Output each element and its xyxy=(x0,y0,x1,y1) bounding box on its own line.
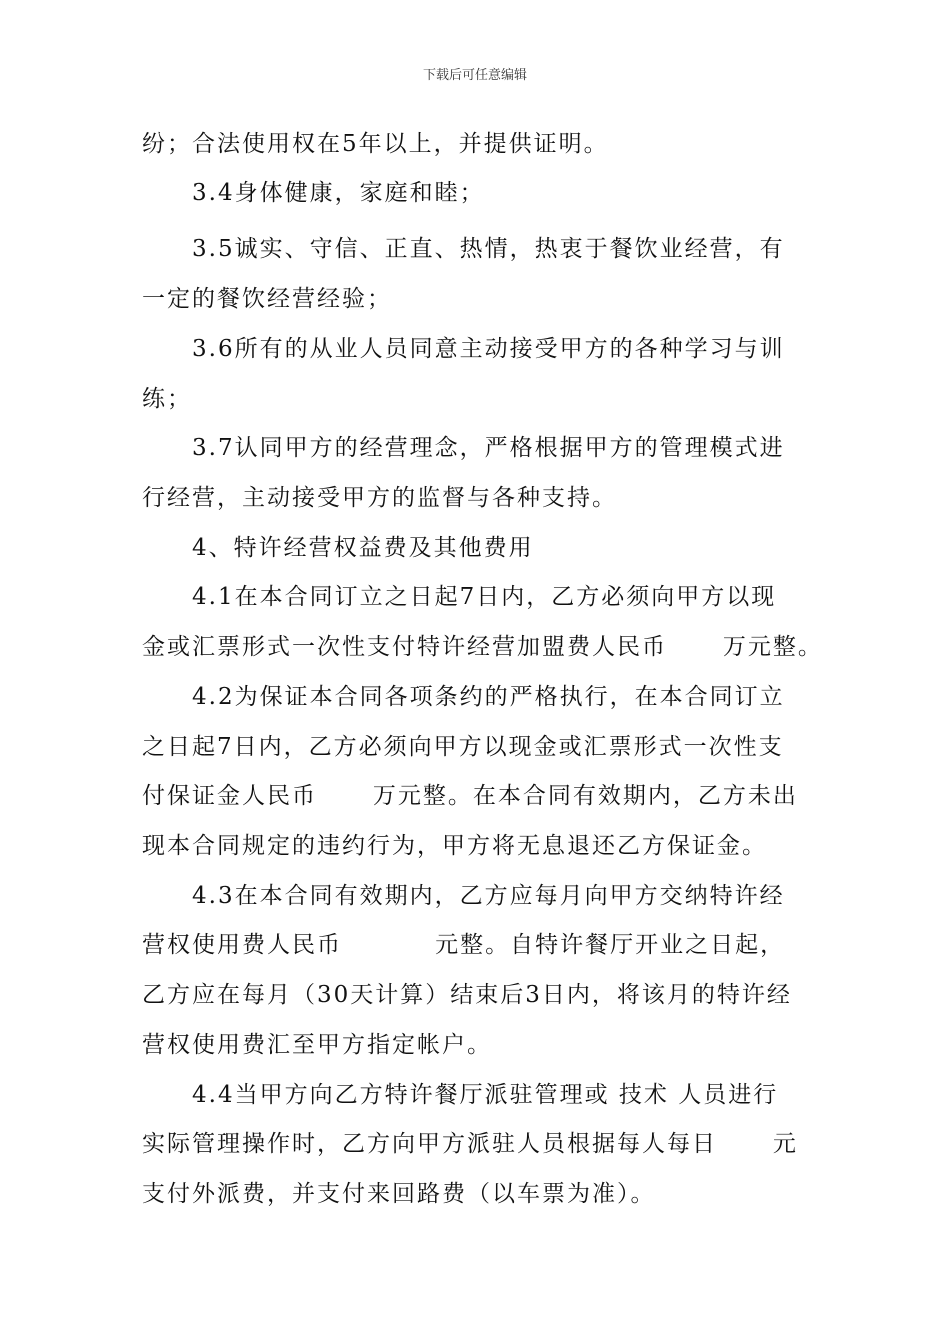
text-line: 4.3在本合同有效期内，乙方应每月向甲方交纳特许经 xyxy=(192,883,785,909)
text-line: 之日起7日内，乙方必须向甲方以现金或汇票形式一次性支 xyxy=(142,734,784,760)
text-line: 乙方应在每月（30天计算）结束后3日内，将该月的特许经 xyxy=(142,982,792,1008)
text-line: 现本合同规定的违约行为，甲方将无息退还乙方保证金。 xyxy=(142,833,767,859)
text-line: 实际管理操作时，乙方向甲方派驻人员根据每人每日 元 xyxy=(142,1131,798,1157)
text-line: 3.5诚实、守信、正直、热情，热衷于餐饮业经营，有 xyxy=(192,236,785,262)
text-line: 营权使用费汇至甲方指定帐户。 xyxy=(142,1032,492,1058)
text-line: 行经营，主动接受甲方的监督与各种支持。 xyxy=(142,485,617,511)
text-line: 4.4当甲方向乙方特许餐厅派驻管理或 技术 人员进行 xyxy=(192,1082,779,1108)
text-line: 3.7认同甲方的经营理念，严格根据甲方的管理模式进 xyxy=(192,435,785,461)
text-line: 4、特许经营权益费及其他费用 xyxy=(192,535,534,561)
text-line: 金或汇票形式一次性支付特许经营加盟费人民币 万元整。 xyxy=(142,634,823,660)
text-line: 3.4身体健康，家庭和睦； xyxy=(192,180,485,206)
text-line: 纷；合法使用权在5年以上，并提供证明。 xyxy=(142,131,609,157)
text-line: 营权使用费人民币 元整。自特许餐厅开业之日起， xyxy=(142,932,786,958)
text-line: 练； xyxy=(142,386,192,412)
text-line: 3.6所有的从业人员同意主动接受甲方的各种学习与训 xyxy=(192,336,785,362)
text-line: 4.2为保证本合同各项条约的严格执行，在本合同订立 xyxy=(192,684,785,710)
text-line: 4.1在本合同订立之日起7日内，乙方必须向甲方以现 xyxy=(192,584,777,610)
text-line: 一定的餐饮经营经验； xyxy=(142,286,392,312)
page-header: 下载后可任意编辑 xyxy=(422,68,527,83)
text-line: 付保证金人民币 万元整。在本合同有效期内，乙方未出 xyxy=(142,783,798,809)
text-line: 支付外派费，并支付来回路费（以车票为准）。 xyxy=(142,1181,656,1207)
